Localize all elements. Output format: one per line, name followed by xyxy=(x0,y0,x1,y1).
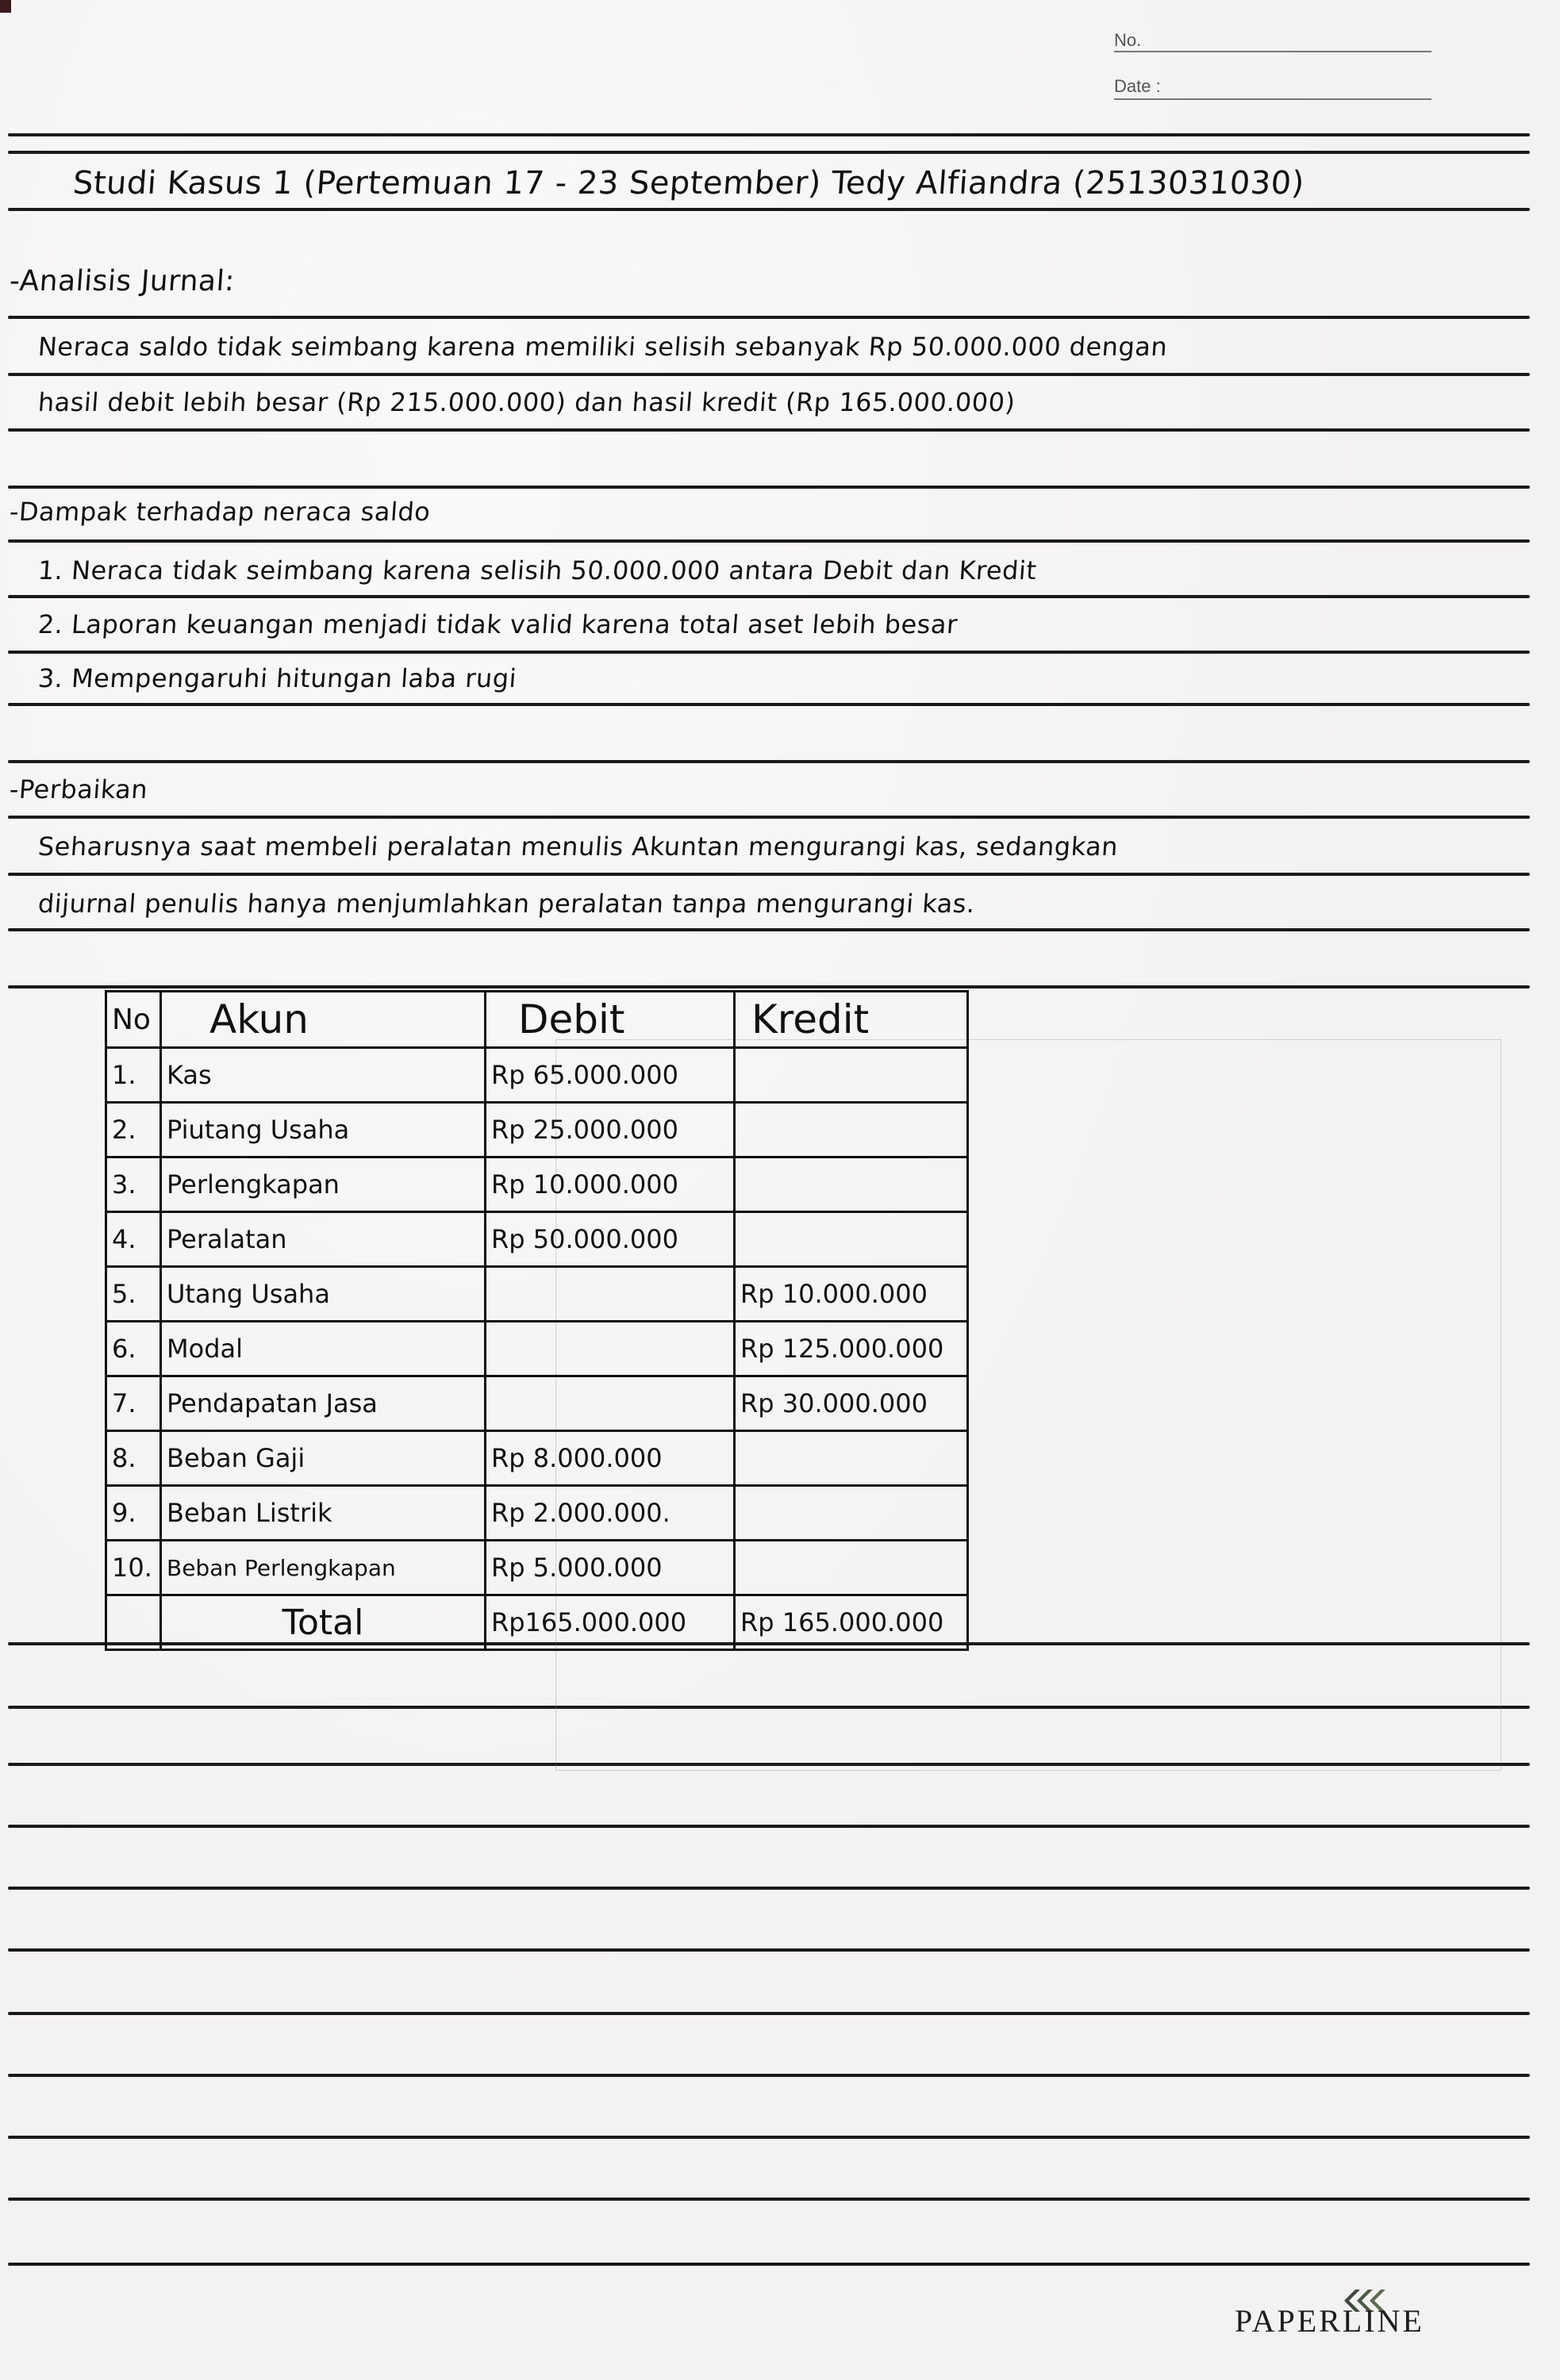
cell-kredit: Rp 125.000.000 xyxy=(735,1322,968,1376)
analisis-heading: -Analisis Jurnal: xyxy=(8,265,236,298)
cell-akun: Kas xyxy=(161,1048,486,1103)
cell-akun: Beban Perlengkapan xyxy=(161,1541,486,1595)
no-label: No. xyxy=(1114,30,1142,50)
ruled-line xyxy=(8,651,1530,654)
ruled-line xyxy=(8,316,1530,319)
cell-akun: Piutang Usaha xyxy=(161,1103,486,1157)
ruled-line xyxy=(8,816,1530,819)
ruled-line xyxy=(8,428,1530,432)
perbaikan-heading: -Perbaikan xyxy=(8,774,149,804)
page-title: Studi Kasus 1 (Pertemuan 17 - 23 September) Tedy Alfiandra (2513031030) xyxy=(71,165,1306,202)
cell-debit: Rp 10.000.000 xyxy=(486,1157,735,1212)
ruled-line xyxy=(8,703,1530,706)
cell-no: 10. xyxy=(106,1541,161,1595)
ruled-line xyxy=(8,2012,1530,2015)
cell-kredit xyxy=(735,1103,968,1157)
ruled-line xyxy=(8,985,1530,988)
ruled-line xyxy=(8,873,1530,876)
cell-kredit xyxy=(735,1048,968,1103)
cell-debit xyxy=(486,1267,735,1322)
cell-akun: Modal xyxy=(161,1322,486,1376)
perbaikan-line: dijurnal penulis hanya menjumlahkan peralatan tanpa mengurangi kas. xyxy=(37,889,977,919)
cell-akun: Pendapatan Jasa xyxy=(161,1376,486,1431)
ruled-line xyxy=(8,208,1530,211)
table-header-row xyxy=(106,992,968,1048)
cell-no: 6. xyxy=(106,1322,161,1376)
table-row xyxy=(106,1431,968,1486)
ruled-line xyxy=(8,1825,1530,1828)
total-label: Total xyxy=(161,1595,486,1650)
cell-no: 4. xyxy=(106,1212,161,1267)
cell-debit: Rp 65.000.000 xyxy=(486,1048,735,1103)
ruled-line xyxy=(8,2074,1530,2077)
table-row xyxy=(106,1157,968,1212)
table-row xyxy=(106,1048,968,1103)
dampak-item: 1. Neraca tidak seimbang karena selisih 50.000.000 antara Debit dan Kredit xyxy=(37,555,1038,585)
cell-kredit: Rp 30.000.000 xyxy=(735,1376,968,1431)
cell-no: 8. xyxy=(106,1431,161,1486)
analisis-line: hasil debit lebih besar (Rp 215.000.000) dan hasil kredit (Rp 165.000.000) xyxy=(37,387,1016,417)
cell-debit: Rp 8.000.000 xyxy=(486,1431,735,1486)
col-header-kredit: Kredit xyxy=(735,992,968,1048)
ruled-line xyxy=(8,760,1530,763)
cell-debit xyxy=(486,1376,735,1431)
col-header-akun: Akun xyxy=(161,992,486,1048)
cell-kredit: Rp 10.000.000 xyxy=(735,1267,968,1322)
cell-no: 7. xyxy=(106,1376,161,1431)
cell-debit: Rp 5.000.000 xyxy=(486,1541,735,1595)
ruled-line xyxy=(8,151,1530,154)
brand-name: PAPERLINE xyxy=(1235,2303,1424,2339)
ruled-line xyxy=(8,1887,1530,1890)
table-row xyxy=(106,1267,968,1322)
cell-no-empty xyxy=(106,1595,161,1650)
cell-debit xyxy=(486,1322,735,1376)
analisis-line: Neraca saldo tidak seimbang karena memiliki selisih sebanyak Rp 50.000.000 dengan xyxy=(37,332,1169,362)
page-corner-mark xyxy=(0,0,11,13)
dampak-heading: -Dampak terhadap neraca saldo xyxy=(8,497,432,527)
dampak-item: 2. Laporan keuangan menjadi tidak valid karena total aset lebih besar xyxy=(37,609,959,639)
ruled-line xyxy=(8,2198,1530,2201)
ruled-line xyxy=(8,486,1530,489)
ruled-line xyxy=(8,928,1530,931)
col-header-debit: Debit xyxy=(486,992,735,1048)
cell-kredit xyxy=(735,1157,968,1212)
ruled-line xyxy=(8,595,1530,598)
table-row xyxy=(106,1212,968,1267)
date-underline xyxy=(1114,98,1431,100)
cell-kredit xyxy=(735,1212,968,1267)
cell-no: 9. xyxy=(106,1486,161,1541)
total-debit: Rp165.000.000 xyxy=(486,1595,735,1650)
cell-no: 2. xyxy=(106,1103,161,1157)
perbaikan-line: Seharusnya saat membeli peralatan menulis Akuntan mengurangi kas, sedangkan xyxy=(37,831,1120,862)
ruled-line xyxy=(8,539,1530,543)
cell-debit: Rp 50.000.000 xyxy=(486,1212,735,1267)
cell-kredit xyxy=(735,1486,968,1541)
cell-no: 1. xyxy=(106,1048,161,1103)
table-row xyxy=(106,1486,968,1541)
col-header-no: No xyxy=(106,992,161,1048)
ruled-line xyxy=(8,2136,1530,2139)
ruled-line xyxy=(8,2263,1530,2266)
ruled-line xyxy=(8,133,1530,136)
cell-no: 3. xyxy=(106,1157,161,1212)
total-kredit: Rp 165.000.000 xyxy=(735,1595,968,1650)
trial-balance-table xyxy=(105,990,969,1651)
no-underline xyxy=(1114,51,1431,52)
table-total-row xyxy=(106,1595,968,1650)
cell-akun: Utang Usaha xyxy=(161,1267,486,1322)
dampak-item: 3. Mempengaruhi hitungan laba rugi xyxy=(37,663,518,693)
date-label: Date : xyxy=(1114,76,1161,96)
cell-no: 5. xyxy=(106,1267,161,1322)
cell-akun: Perlengkapan xyxy=(161,1157,486,1212)
cell-akun: Peralatan xyxy=(161,1212,486,1267)
cell-debit: Rp 25.000.000 xyxy=(486,1103,735,1157)
ruled-line xyxy=(8,1948,1530,1952)
ruled-line xyxy=(8,373,1530,376)
cell-akun: Beban Gaji xyxy=(161,1431,486,1486)
table-row xyxy=(106,1322,968,1376)
cell-kredit xyxy=(735,1541,968,1595)
table-row xyxy=(106,1376,968,1431)
table-row xyxy=(106,1103,968,1157)
cell-debit: Rp 2.000.000. xyxy=(486,1486,735,1541)
cell-akun: Beban Listrik xyxy=(161,1486,486,1541)
cell-kredit xyxy=(735,1431,968,1486)
table-row xyxy=(106,1541,968,1595)
